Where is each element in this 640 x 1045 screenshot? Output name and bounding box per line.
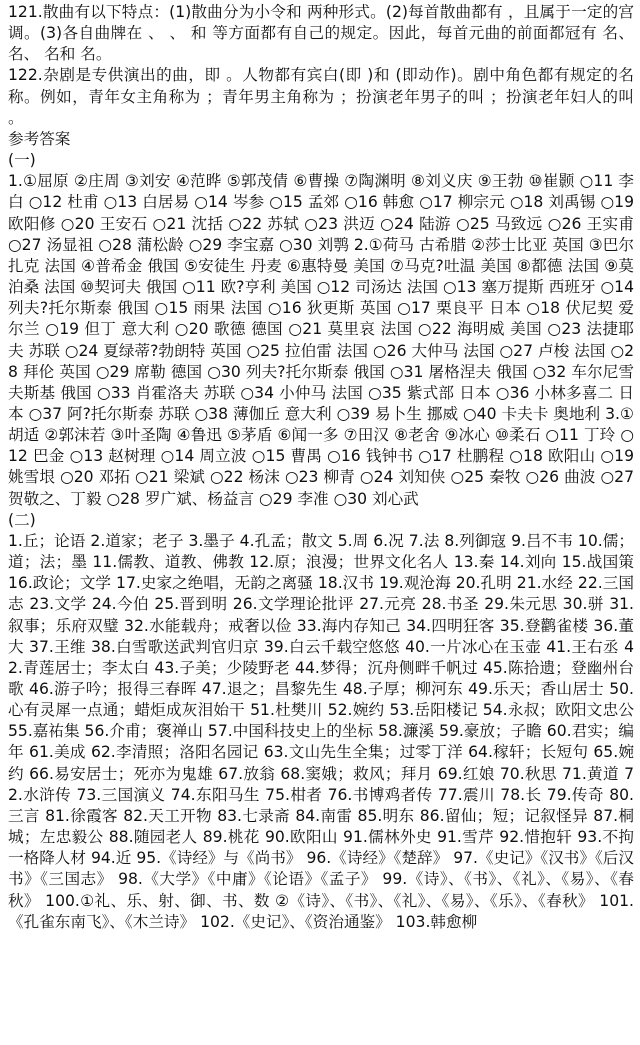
question-121: 121.散曲有以下特点：(1)散曲分为小令和 两种形式。(2)每首散曲都有 ，且属于一定的宫调。(3)各自曲牌在 、 、 和 等方面都有自己的规定。因此，每首元曲的前面都冠有 名、 名、 名和 名。 (8, 3, 634, 64)
section-2-mark: (二) (8, 510, 36, 529)
answers-heading: 参考答案 (8, 129, 71, 148)
question-122: 122.杂剧是专供演出的曲，即 。人物都有宾白(即 )和 (即动作)。剧中角色都有规定的名称。例如，青年女主角称为 ；青年男主角称为 ；扮演老年男子的叫 ；扮演老年妇人的叫 。 (8, 66, 634, 127)
section-2-answers: 1.丘；论语 2.道家；老子 3.墨子 4.孔孟；散文 5.周 6.况 7.法 8.列御寇 9.吕不韦 10.儒；道；法；墨 11.儒教、道教、佛教 12.原；浪漫；世界文化名人 13.秦 14.刘向 15.战国策 16.政论；文学 17.史家之绝唱，无韵之离骚 18.汉书 19.观沧海 20.孔明 21.水经 22.三国志 23.文学 24.今伯 25.晋到明 26.文学理论批评 27.元亮 28.书圣 29.朱元思 30.骈 31.叙事；乐府双璧 32.水能载舟；戒奢以俭 33.海内存知己 34.四明狂客 35.登鹳雀楼 36.董大 37.王维 38.白雪歌送武判官归京 39.白云千载空悠悠 40.一片冰心在玉壶 41.王右丞 42.青莲居士；李太白 43.子美；少陵野老 44.梦得；沉舟侧畔千帆过 45.陈拾遗；登幽州台歌 46.游子吟；报得三春晖 47.退之；昌黎先生 48.子厚；柳河东 49.乐天；香山居士 50.心有灵犀一点通；蜡炬成灰泪始干 51.杜樊川 52.婉约 53.岳阳楼记 54.永叔；欧阳文忠公 55.嘉祐集 56.介甫；褒禅山 57.中国科技史上的坐标 58.濂溪 59.豪放；子瞻 60.君实；编年 61.美成 62.李清照；洛阳名园记 63.文山先生全集；过零丁洋 64.稼轩；长短句 65.婉约 66.易安居士；死亦为鬼雄 67.放翁 68.窦娥；救风；拜月 69.红娘 70.秋思 71.黄道 72.水浒传 73.三国演义 74.东阳马生 75.柑者 76.书博鸡者传 77.震川 78.长 79.传奇 80.三言 81.徐霞客 82.天工开物 83.七录斋 84.南雷 85.明东 86.留仙；短；记叙怪异 87.桐城；左忠毅公 88.随园老人 89.桃花 90.欧阳山 91.儒林外史 91.雪芹 92.惜抱轩 93.不拘一格降人材 94.近 95.《诗经》与《尚书》 96.《诗经》《楚辞》 97.《史记》《汉书》《后汉书》《三国志》 98.《大学》《中庸》《论语》《孟子》 99.《诗》、《书》、《礼》、《易》、《春秋》 100.①礼、乐、射、御、书、数 ②《诗》、《书》、《礼》、《易》、《乐》、《春秋》 101.《孔雀东南飞》、《木兰诗》 102.《史记》、《资治通鉴》 103.韩愈柳 (8, 531, 634, 931)
section-1-answers: 1.①屈原 ②庄周 ③刘安 ④范晔 ⑤郭茂倩 ⑥曹操 ⑦陶渊明 ⑧刘义庆 ⑨王勃 ⑩崔颢 ○11 李白 ○12 杜甫 ○13 白居易 ○14 岑参 ○15 孟郊 ○16 韩愈 ○17 柳宗元 ○18 刘禹锡 ○19 欧阳修 ○20 王安石 ○21 沈括 ○22 苏轼 ○23 洪迈 ○24 陆游 ○25 马致远 ○26 王实甫 ○27 汤显祖 ○28 蒲松龄 ○29 李宝嘉 ○30 刘鹗 2.①荷马 古希腊 ②莎士比亚 英国 ③巴尔扎克 法国 ④普希金 俄国 ⑤安徒生 丹麦 ⑥惠特曼 美国 ⑦马克?吐温 美国 ⑧都德 法国 ⑨莫泊桑 法国 ⑩契诃夫 俄国 ○11 欧?亨利 美国 ○12 司汤达 法国 ○13 塞万提斯 西班牙 ○14 列夫?托尔斯泰 俄国 ○15 雨果 法国 ○16 狄更斯 英国 ○17 栗良平 日本 ○18 伏尼契 爱尔兰 ○19 但丁 意大利 ○20 歌德 德国 ○21 莫里哀 法国 ○22 海明威 美国 ○23 法捷耶夫 苏联 ○24 夏绿蒂?勃朗特 英国 ○25 拉伯雷 法国 ○26 大仲马 法国 ○27 卢梭 法国 ○28 拜伦 英国 ○29 席勒 德国 ○30 列夫?托尔斯泰 俄国 ○31 屠格涅夫 俄国 ○32 车尔尼雪夫斯基 俄国 ○33 肖霍洛夫 苏联 ○34 小仲马 法国 ○35 紫式部 日本 ○36 小林多喜二 日本 ○37 阿?托尔斯泰 苏联 ○38 薄伽丘 意大利 ○39 易卜生 挪威 ○40 卡夫卡 奥地利 3.①胡适 ②郭沫若 ③叶圣陶 ④鲁迅 ⑤茅盾 ⑥闻一多 ⑦田汉 ⑧老舍 ⑨冰心 ⑩柔石 ○11 丁玲 ○12 巴金 ○13 赵树理 ○14 周立波 ○15 曹禺 ○16 钱钟书 ○17 杜鹏程 ○18 欧阳山 ○19 姚雪垠 ○20 邓拓 ○21 梁斌 ○22 杨沫 ○23 柳青 ○24 刘知侠 ○25 秦牧 ○26 曲波 ○27 贺敬之、丁毅 ○28 罗广斌、杨益言 ○29 李准 ○30 刘心武 (8, 172, 634, 508)
section-1-mark: (一) (8, 151, 36, 170)
